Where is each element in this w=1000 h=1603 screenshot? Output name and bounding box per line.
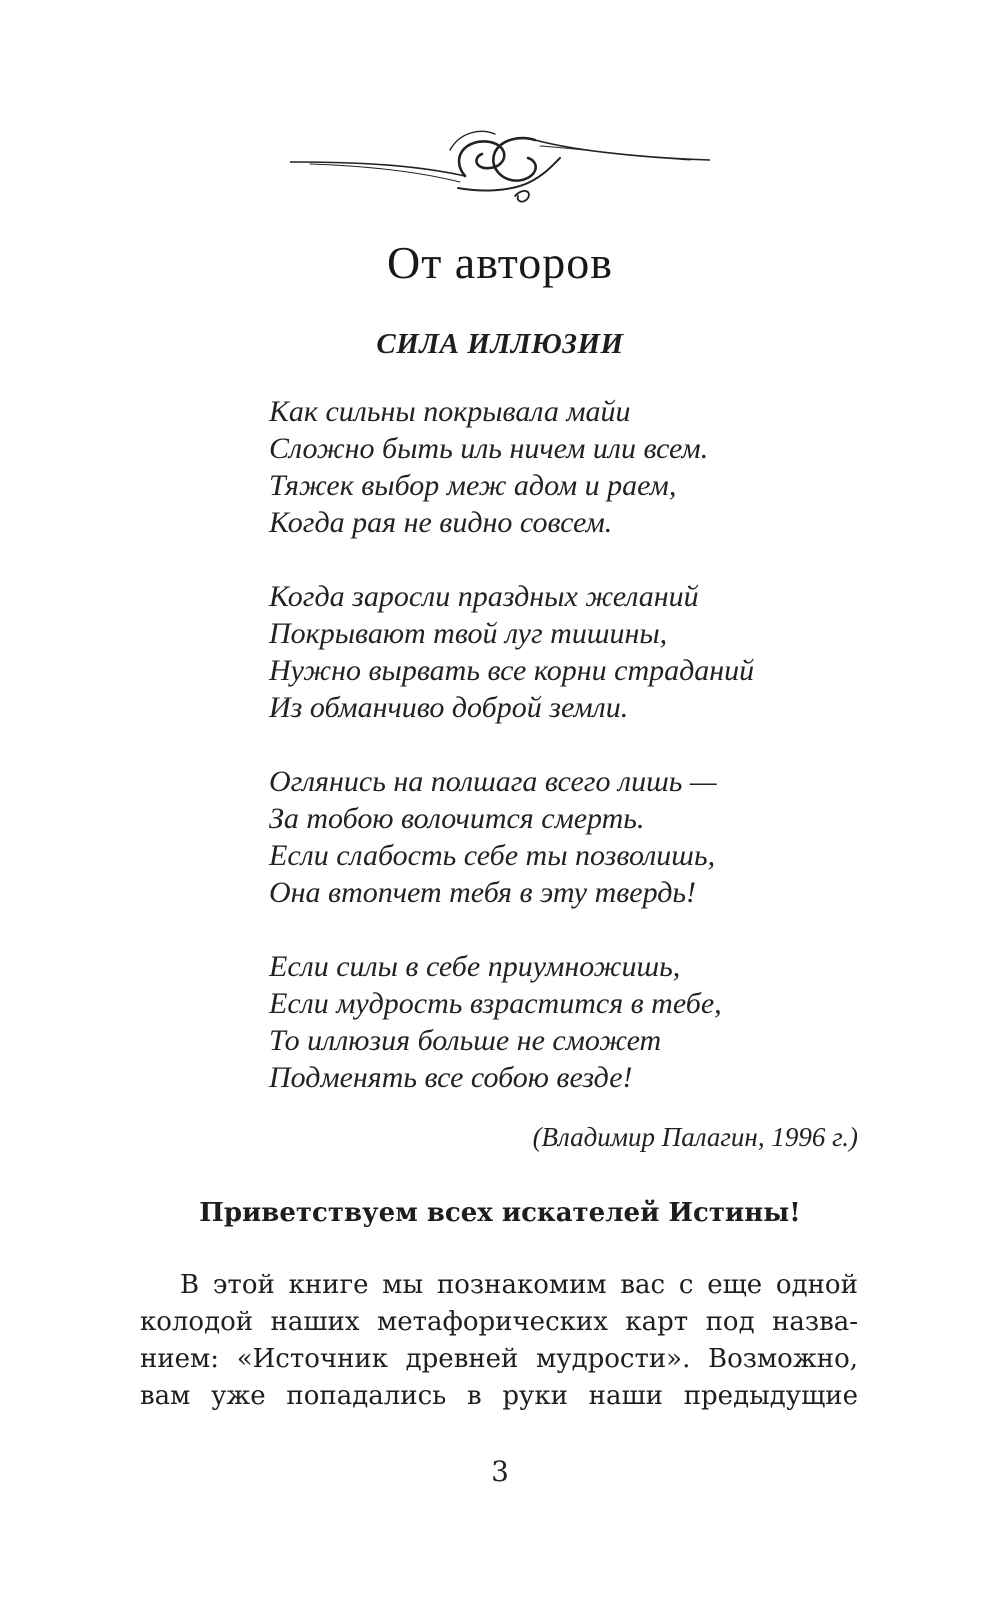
poem-line: Как сильны покрывала майи [269, 395, 631, 428]
paragraph-word: с [678, 1270, 694, 1300]
poem-line: Если мудрость взрастится в тебе, [269, 987, 722, 1020]
poem [269, 393, 754, 1133]
poem-line: Нужно вырвать все корни страданий [269, 654, 755, 687]
flourish-divider-icon [290, 118, 710, 208]
paragraph-word: еще [707, 1270, 763, 1300]
greeting-heading: Приветствуем всех искателей Истины! [199, 1198, 801, 1228]
poem-line: Когда заросли праздных желаний [269, 580, 699, 613]
poem-line: Она втопчет тебя в эту твердь! [269, 876, 697, 909]
poem-line: Подменять все собою везде! [269, 1061, 633, 1094]
poem-line: Сложно быть иль ничем или всем. [269, 432, 709, 465]
poem-line: Покрывают твой луг тишины, [269, 617, 668, 650]
paragraph-word: вас [620, 1270, 666, 1300]
paragraph-word: мудрости». [536, 1344, 691, 1374]
paragraph-word: наших [270, 1307, 360, 1337]
paragraph-line [140, 1267, 858, 1304]
poem-line: Если силы в себе приумножишь, [269, 950, 681, 983]
paragraph-line [140, 1304, 858, 1341]
paragraph-word: уже [211, 1381, 266, 1411]
poem-stanza [269, 948, 754, 1096]
poem-stanza [269, 578, 754, 726]
poem-line: За тобою волочится смерть. [269, 802, 645, 835]
paragraph-word: в [467, 1381, 482, 1411]
paragraph-word: попадались [286, 1381, 447, 1411]
poem-stanza [269, 763, 754, 911]
poem-line: Когда рая не видно совсем. [269, 506, 613, 539]
paragraph-word: мы [382, 1270, 424, 1300]
poem-line: Из обманчиво доброй земли. [269, 691, 629, 724]
poem-line: Если слабость себе ты позволишь, [269, 839, 716, 872]
paragraph-word: руки [502, 1381, 568, 1411]
paragraph-word: одной [775, 1270, 858, 1300]
paragraph-word: нием: [140, 1344, 220, 1374]
paragraph-word: назва- [772, 1307, 858, 1337]
paragraph-word: предыдущие [683, 1381, 858, 1411]
paragraph-word: наши [588, 1381, 663, 1411]
paragraph-word: метафорических [377, 1307, 608, 1337]
poem-title: СИЛА ИЛЛЮЗИИ [376, 328, 624, 360]
page-title: От авторов [386, 237, 614, 288]
paragraph-word: карт [625, 1307, 689, 1337]
paragraph-word: под [705, 1307, 755, 1337]
paragraph-word: колодой [140, 1307, 254, 1337]
paragraph-word: Возможно, [708, 1344, 858, 1374]
paragraph-word: книге [288, 1270, 369, 1300]
paragraph-line [140, 1378, 858, 1415]
paragraph-word: вам [140, 1381, 191, 1411]
paragraph-word: «Источник [236, 1344, 388, 1374]
poem-line: Тяжек выбор меж адом и раем, [269, 469, 677, 502]
poem-line: Оглянись на полшага всего лишь — [269, 765, 717, 798]
poem-stanza [269, 393, 754, 541]
paragraph-word: этой [212, 1270, 275, 1300]
poem-line: То иллюзия больше не сможет [269, 1024, 662, 1057]
paragraph-word: познакомим [436, 1270, 607, 1300]
paragraph-word: В [180, 1270, 200, 1300]
paragraph-word: древней [405, 1344, 519, 1374]
paragraph-line [140, 1341, 858, 1378]
poem-attribution: (Владимир Палагин, 1996 г.) [532, 1122, 858, 1152]
body-paragraph [140, 1267, 858, 1415]
page-number: 3 [491, 1455, 509, 1488]
